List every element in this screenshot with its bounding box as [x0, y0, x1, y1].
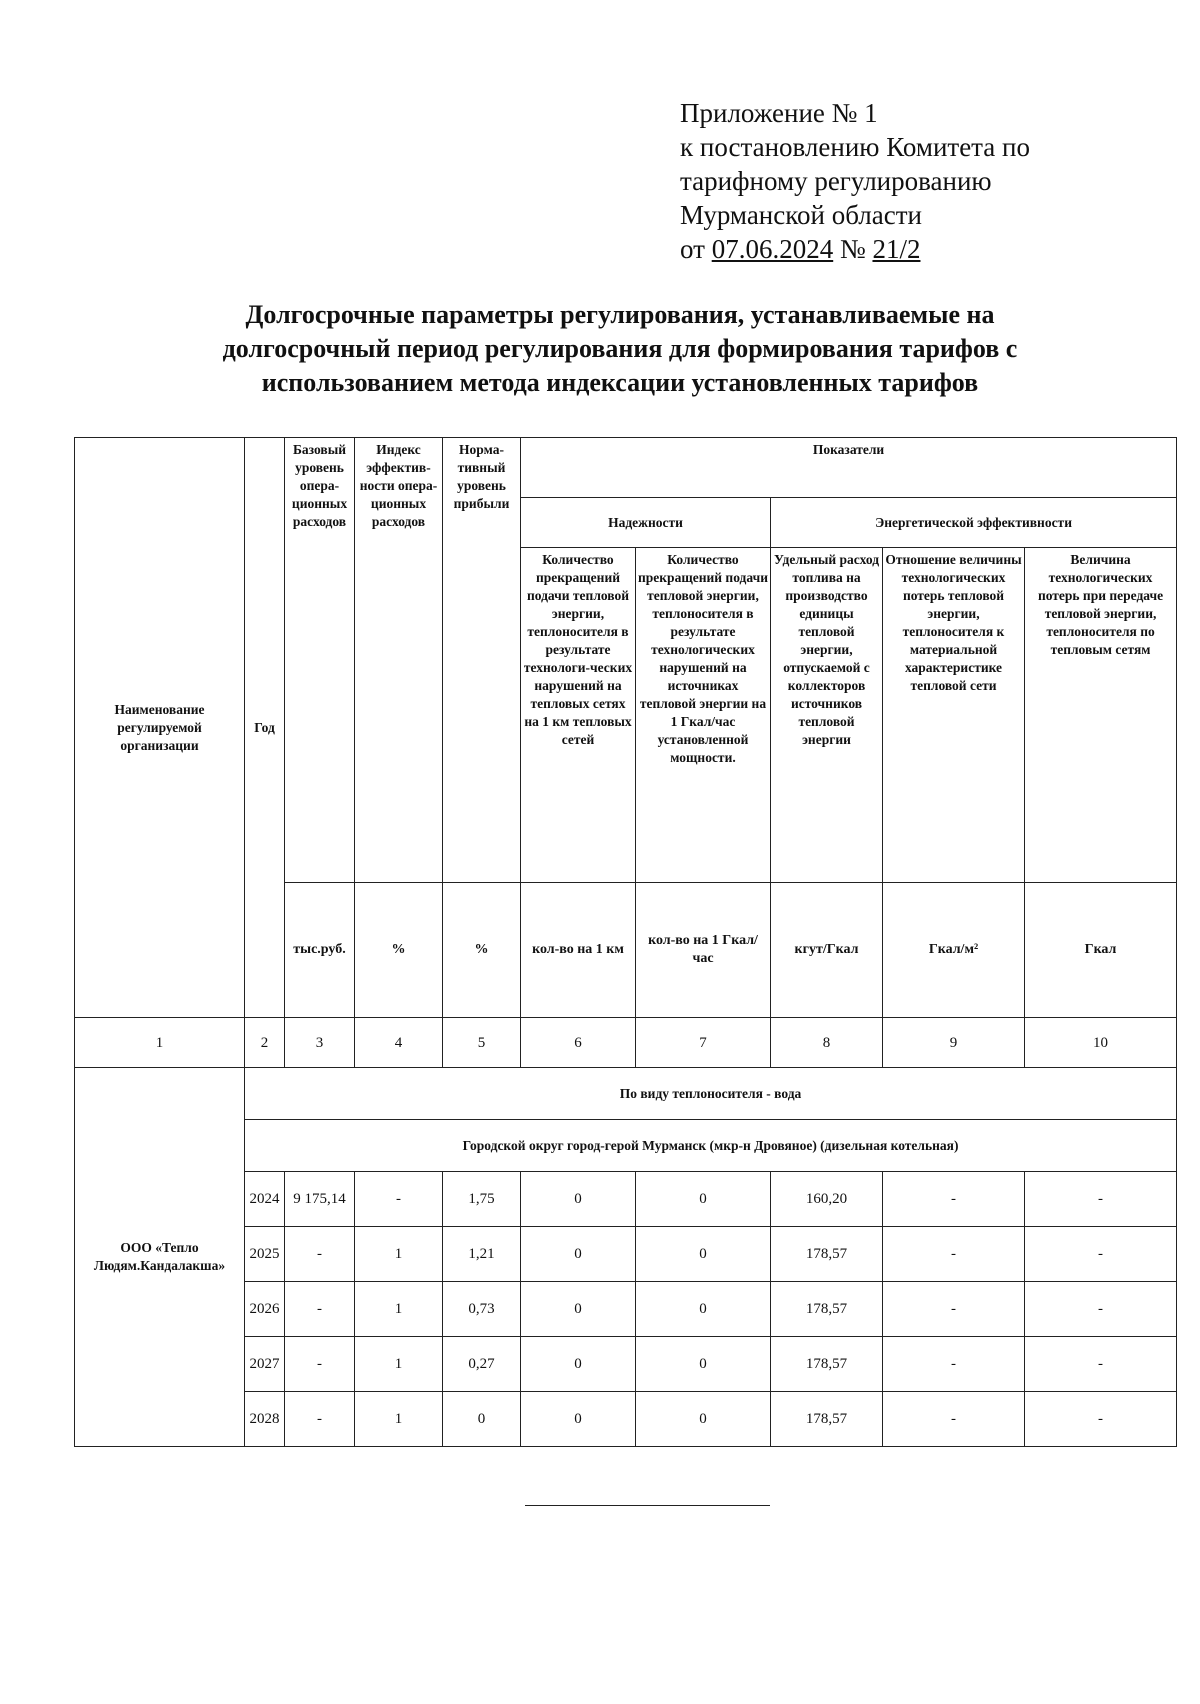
title-line: долгосрочный период регулирования для формирования тарифов с [222, 334, 1018, 363]
header-energy-efficiency: Энергетической эффективности [771, 498, 1177, 548]
appendix-line: Мурманской области [680, 200, 922, 230]
unit-cell: кол-во на 1 Гкал/час [636, 883, 771, 1018]
cell-c7: 0 [636, 1337, 771, 1392]
cell-c9: - [883, 1227, 1025, 1282]
cell-index: 1 [355, 1337, 443, 1392]
cell-profit: 0,73 [443, 1282, 521, 1337]
cell-c6: 0 [521, 1227, 636, 1282]
header-profit-level: Норма-тивный уровень прибыли [443, 438, 521, 883]
unit-cell: тыс.руб. [285, 883, 355, 1018]
cell-c6: 0 [521, 1282, 636, 1337]
col-number: 9 [883, 1018, 1025, 1068]
cell-c9: - [883, 1172, 1025, 1227]
header-col8: Удельный расход топлива на производство единицы тепловой энергии, отпускаемой с коллекторов источников тепловой энергии [771, 548, 883, 883]
header-efficiency-index: Индекс эффектив-ности опера-ционных расходов [355, 438, 443, 883]
cell-base: 9 175,14 [285, 1172, 355, 1227]
cell-profit: 1,75 [443, 1172, 521, 1227]
cell-index: 1 [355, 1392, 443, 1447]
col-number: 6 [521, 1018, 636, 1068]
cell-base: - [285, 1392, 355, 1447]
col-number: 7 [636, 1018, 771, 1068]
title-line: Долгосрочные параметры регулирования, устанавливаемые на [245, 300, 995, 329]
cell-profit: 1,21 [443, 1227, 521, 1282]
cell-base: - [285, 1337, 355, 1392]
header-col9: Отношение величины технологических потерь тепловой энергии, теплоносителя к материальной характеристике тепловой сети [883, 548, 1025, 883]
cell-c10: - [1025, 1282, 1177, 1337]
parameters-table [74, 437, 1177, 1447]
section-location: Городской округ город-герой Мурманск (мкр-н Дровяное) (дизельная котельная) [245, 1120, 1177, 1172]
col-number: 5 [443, 1018, 521, 1068]
header-org-name: Наименование регулируемой организации [75, 438, 245, 1018]
appendix-line: тарифному регулированию [680, 166, 992, 196]
closing-divider [525, 1505, 770, 1506]
cell-c6: 0 [521, 1392, 636, 1447]
cell-c10: - [1025, 1337, 1177, 1392]
cell-c7: 0 [636, 1227, 771, 1282]
header-col10: Величина технологических потерь при передаче тепловой энергии, теплоносителя по тепловым сетям [1025, 548, 1177, 883]
cell-c8: 178,57 [771, 1227, 883, 1282]
header-col6: Количество прекращений подачи тепловой энергии, теплоносителя в результате технологи-ческих нарушений на тепловых сетях на 1 км тепловых сетей [521, 548, 636, 883]
cell-index: 1 [355, 1282, 443, 1337]
cell-c8: 178,57 [771, 1282, 883, 1337]
cell-index: - [355, 1172, 443, 1227]
cell-base: - [285, 1227, 355, 1282]
unit-cell: кгут/Гкал [771, 883, 883, 1018]
cell-c8: 178,57 [771, 1337, 883, 1392]
header-col7: Количество прекращений подачи тепловой энергии, теплоносителя в результате технологических нарушений на источниках тепловой энергии на 1 Гкал/час установленной мощности. [636, 548, 771, 883]
cell-c10: - [1025, 1172, 1177, 1227]
cell-c10: - [1025, 1227, 1177, 1282]
cell-year: 2027 [245, 1337, 285, 1392]
cell-profit: 0 [443, 1392, 521, 1447]
appendix-num-sign: № [839, 234, 866, 264]
cell-year: 2025 [245, 1227, 285, 1282]
cell-year: 2026 [245, 1282, 285, 1337]
cell-c7: 0 [636, 1392, 771, 1447]
title-line: использованием метода индексации установленных тарифов [261, 368, 979, 397]
unit-cell: % [443, 883, 521, 1018]
col-number: 3 [285, 1018, 355, 1068]
unit-cell: Гкал [1025, 883, 1177, 1018]
header-year: Год [245, 438, 285, 1018]
col-number: 10 [1025, 1018, 1177, 1068]
cell-c8: 160,20 [771, 1172, 883, 1227]
col-number: 2 [245, 1018, 285, 1068]
org-name-cell: ООО «Тепло Людям.Кандалакша» [75, 1068, 245, 1447]
cell-profit: 0,27 [443, 1337, 521, 1392]
cell-index: 1 [355, 1227, 443, 1282]
cell-c6: 0 [521, 1172, 636, 1227]
col-number: 1 [75, 1018, 245, 1068]
appendix-number: 21/2 [872, 234, 921, 264]
appendix-from: от [680, 234, 705, 264]
header-reliability: Надежности [521, 498, 771, 548]
cell-c9: - [883, 1282, 1025, 1337]
cell-year: 2028 [245, 1392, 285, 1447]
appendix-line: Приложение № 1 [680, 98, 878, 128]
cell-c9: - [883, 1392, 1025, 1447]
col-number: 4 [355, 1018, 443, 1068]
appendix-line: к постановлению Комитета по [680, 132, 1030, 162]
unit-cell: % [355, 883, 443, 1018]
cell-base: - [285, 1282, 355, 1337]
cell-year: 2024 [245, 1172, 285, 1227]
appendix-date: 07.06.2024 [711, 234, 834, 264]
appendix-date-line [680, 232, 1030, 266]
unit-cell: кол-во на 1 км [521, 883, 636, 1018]
document-title [120, 298, 1120, 400]
cell-c7: 0 [636, 1282, 771, 1337]
unit-cell: Гкал/м² [883, 883, 1025, 1018]
cell-c7: 0 [636, 1172, 771, 1227]
col-number: 8 [771, 1018, 883, 1068]
appendix-block [680, 96, 1030, 266]
header-indicators: Показатели [521, 438, 1177, 498]
section-carrier: По виду теплоносителя - вода [245, 1068, 1177, 1120]
cell-c9: - [883, 1337, 1025, 1392]
header-base-level: Базовый уровень опера-ционных расходов [285, 438, 355, 883]
cell-c6: 0 [521, 1337, 636, 1392]
cell-c8: 178,57 [771, 1392, 883, 1447]
cell-c10: - [1025, 1392, 1177, 1447]
